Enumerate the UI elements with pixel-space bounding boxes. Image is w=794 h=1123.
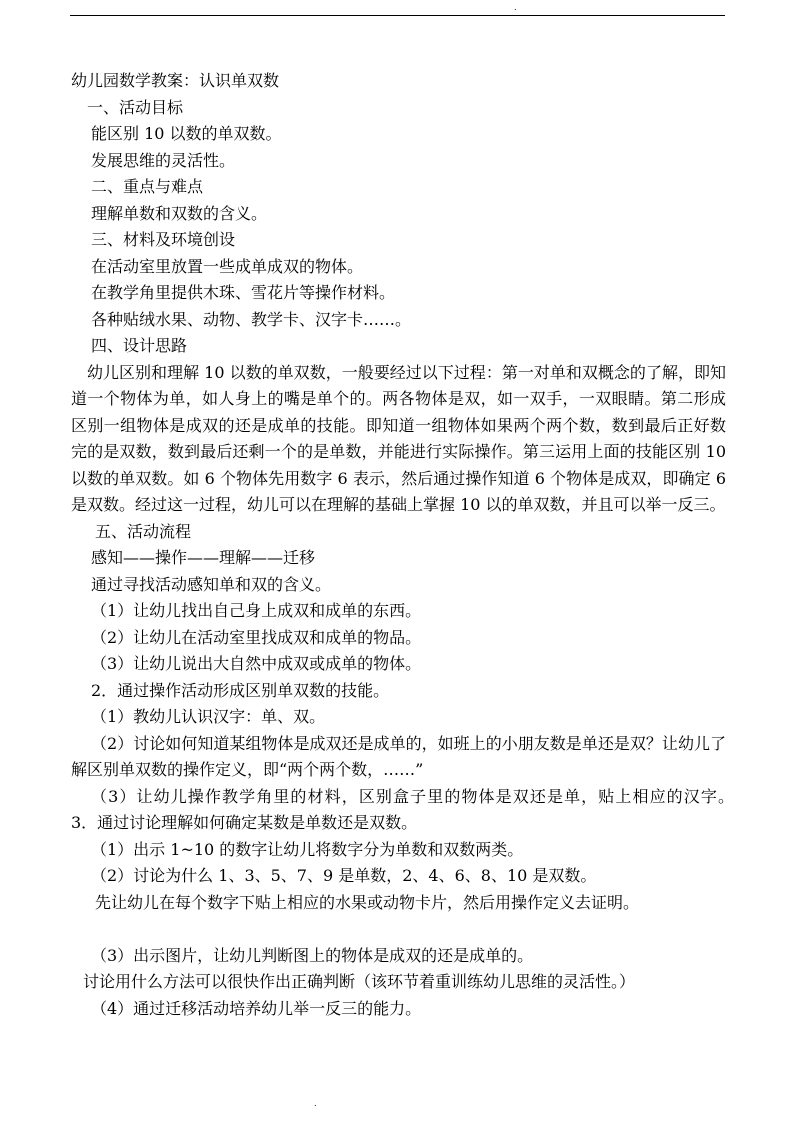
- process-step: 2．通过操作活动形成区别单双数的技能。: [91, 680, 390, 700]
- process-substep: （2）让幼儿在活动室里找成双和成单的物品。: [91, 627, 422, 647]
- process-flow: 感知——操作——理解——迁移: [91, 548, 316, 567]
- process-substep: （2）讨论为什么 1、3、5、7、9 是单数，2、4、6、8、10 是双数。: [91, 866, 597, 885]
- footer-mark: .: [314, 1099, 317, 1108]
- process-substep: （3）出示图片，让幼儿判断图上的物体是成双的还是成单的。: [91, 945, 534, 965]
- process-substep: （1）教幼儿认识汉字：单、双。: [91, 707, 326, 726]
- goal-item: 能区别 10 以数的单双数。: [91, 124, 282, 143]
- process-substep: （2）讨论如何知道某组物体是成双还是成单的，如班上的小朋友数是单还是双？让幼儿了解区别单双数的操作定义，即“两个两个数，……”: [71, 733, 726, 779]
- process-substep: （1）让幼儿找出自己身上成双和成单的东西。: [91, 601, 422, 620]
- section-heading-goals: 一、活动目标: [87, 97, 184, 117]
- material-item: 各种贴绒水果、动物、教学卡、汉字卡……。: [91, 309, 412, 329]
- goal-item: 发展思维的灵活性。: [91, 150, 236, 170]
- process-step: 通过寻找活动感知单和双的含义。: [91, 574, 332, 594]
- process-substep: （4）通过迁移活动培养幼儿举一反三的能力。: [91, 998, 422, 1018]
- process-substep: （3）让幼儿说出大自然中成双或成单的物体。: [91, 654, 422, 673]
- section-heading-materials: 三、材料及环境创设: [91, 230, 236, 249]
- focus-text: 理解单数和双数的含义。: [91, 203, 268, 223]
- design-paragraph: 幼儿区别和理解 10 以数的单双数，一般要经过以下过程：第一对单和双概念的了解，即知道一个物体为单，如人身上的嘴是单个的。两各物体是双，如一双手，一双眼睛。第二形成区别一组物体是成双的还是成单的技能。即知道一组物体如果两个两个数，数到最后正好数完的是双数，数到最后还剩一个的是单数，并能进行实际操作。第三运用上面的技能区别 10 以数的单双数。如 6 个物体先用数字 6 表示，然后通过操作知道 6 个物体是成双，即确定 6 是双数。经过这一过程，幼儿可以在理解的基础上掌握 10 以的单双数，并且可以举一反三。: [71, 362, 726, 514]
- page-title: 幼儿园数学教案：认识单双数: [71, 71, 280, 90]
- blank-line: [71, 916, 726, 943]
- section-heading-design: 四、设计思路: [91, 336, 188, 355]
- header-rule: [70, 15, 725, 16]
- header-mark: .: [514, 3, 517, 12]
- document-body: [71, 68, 759, 1022]
- process-note: 先让幼儿在每个数字下贴上相应的水果或动物卡片，然后用操作定义去证明。: [95, 892, 640, 912]
- process-note: 讨论用什么方法可以很快作出正确判断（该环节着重训练幼儿思维的灵活性。）: [83, 972, 636, 991]
- material-item: 在活动室里放置一些成单成双的物体。: [91, 256, 364, 276]
- process-substep: （3）让幼儿操作教学角里的材料，区别盒子里的物体是双还是单，贴上相应的汉字。 3．通过讨论理解如何确定某数是单数还是双数。: [71, 786, 759, 832]
- process-substep: （1）出示 1~10 的数字让幼儿将数字分为单数和双数两类。: [91, 839, 524, 859]
- material-item: 在教学角里提供木珠、雪花片等操作材料。: [91, 283, 396, 302]
- section-heading-focus: 二、重点与难点: [91, 177, 204, 196]
- section-heading-process: 五、活动流程: [95, 521, 192, 541]
